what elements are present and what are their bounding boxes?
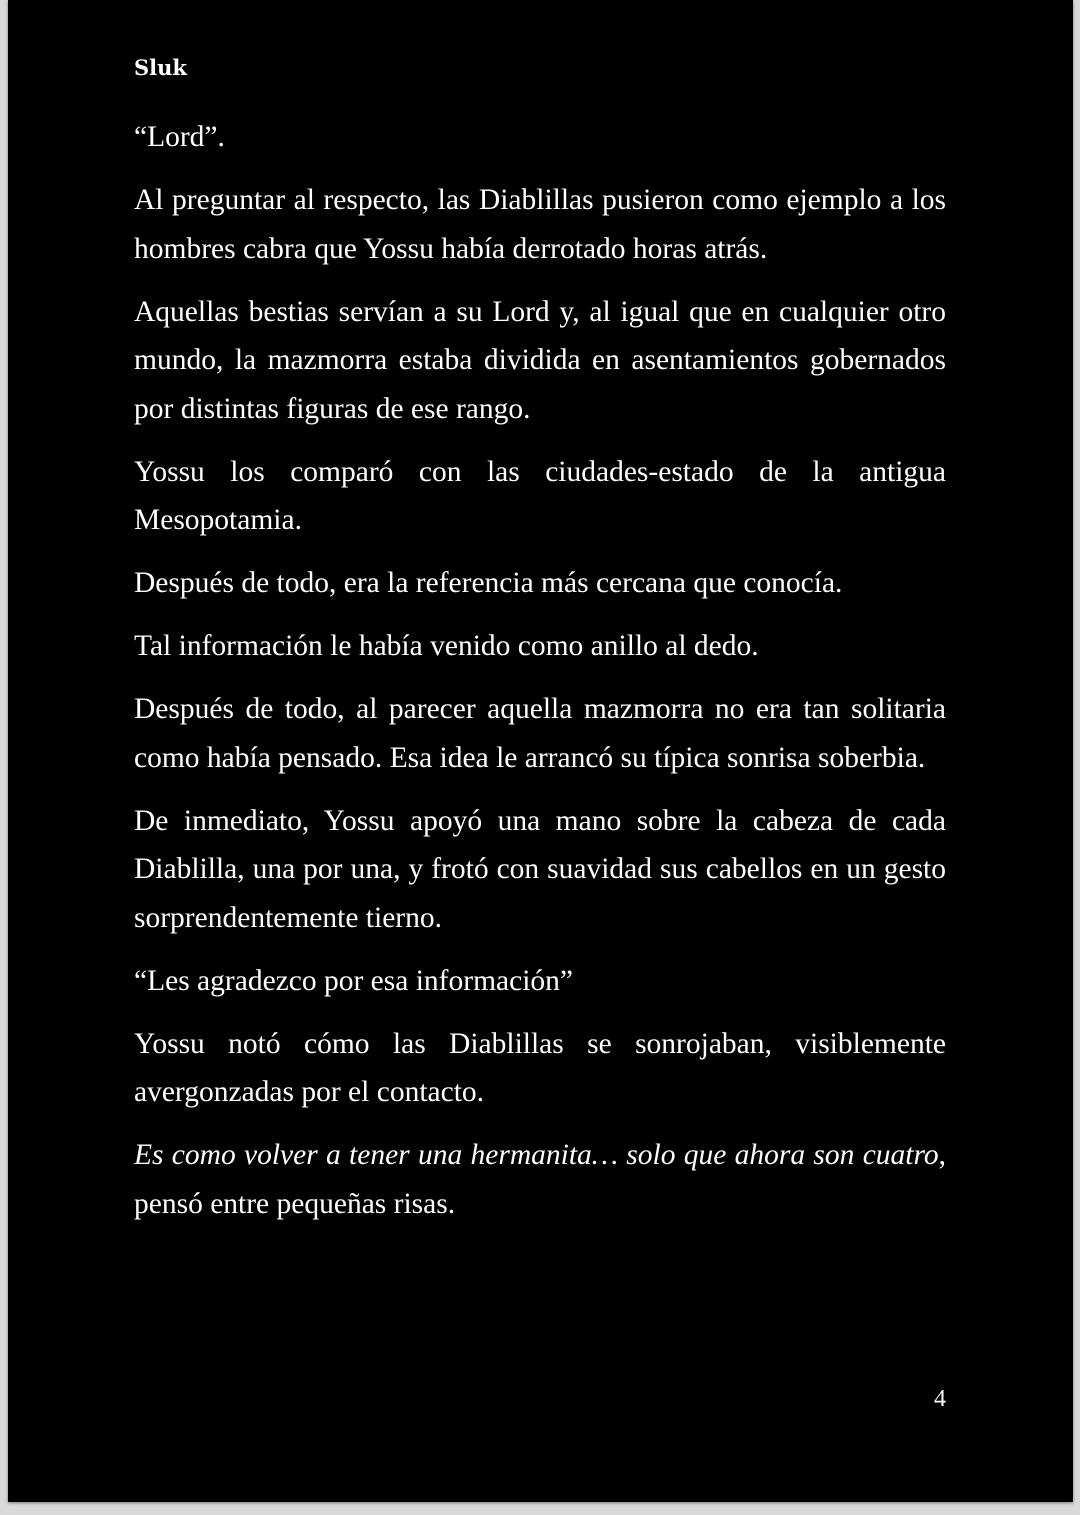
paragraph: Yossu notó cómo las Diablillas se sonrojaban, visiblemente avergonzadas por el contacto.: [134, 1027, 946, 1108]
paragraph: Después de todo, era la referencia más cercana que conocía.: [134, 567, 843, 599]
paragraph: Tal información le había venido como anillo al dedo.: [134, 630, 759, 662]
paragraph: De inmediato, Yossu apoyó una mano sobre la cabeza de cada Diablilla, una por una, y frotó con suavidad sus cabellos en un gesto sorprendentemente tierno.: [134, 804, 946, 934]
paragraph: “Lord”.: [134, 121, 225, 153]
page-body: [134, 113, 946, 1243]
italic-thought: Es como volver a tener una hermanita… solo que ahora son cuatro: [134, 1139, 939, 1171]
page-number: 4: [934, 1386, 946, 1412]
document-page: [8, 0, 1073, 1502]
running-header-author: Sluk: [134, 55, 187, 80]
paragraph: Yossu los comparó con las ciudades-estado de la antigua Mesopotamia.: [134, 455, 946, 536]
paragraph: “Les agradezco por esa información”: [134, 964, 573, 997]
paragraph-last-rest: , pensó entre pequeñas risas.: [134, 1139, 946, 1220]
paragraph: Al preguntar al respecto, las Diablillas pusieron como ejemplo a los hombres cabra que Yossu había derrotado horas atrás.: [134, 184, 946, 265]
paragraph-last: [134, 1131, 946, 1228]
paragraph: Después de todo, al parecer aquella mazmorra no era tan solitaria como había pensado. Esa idea le arrancó su típica sonrisa soberbia.: [134, 693, 946, 774]
paragraph: Aquellas bestias servían a su Lord y, al igual que en cualquier otro mundo, la mazmorra estaba dividida en asentamientos gobernados por distintas figuras de ese rango.: [134, 295, 946, 425]
